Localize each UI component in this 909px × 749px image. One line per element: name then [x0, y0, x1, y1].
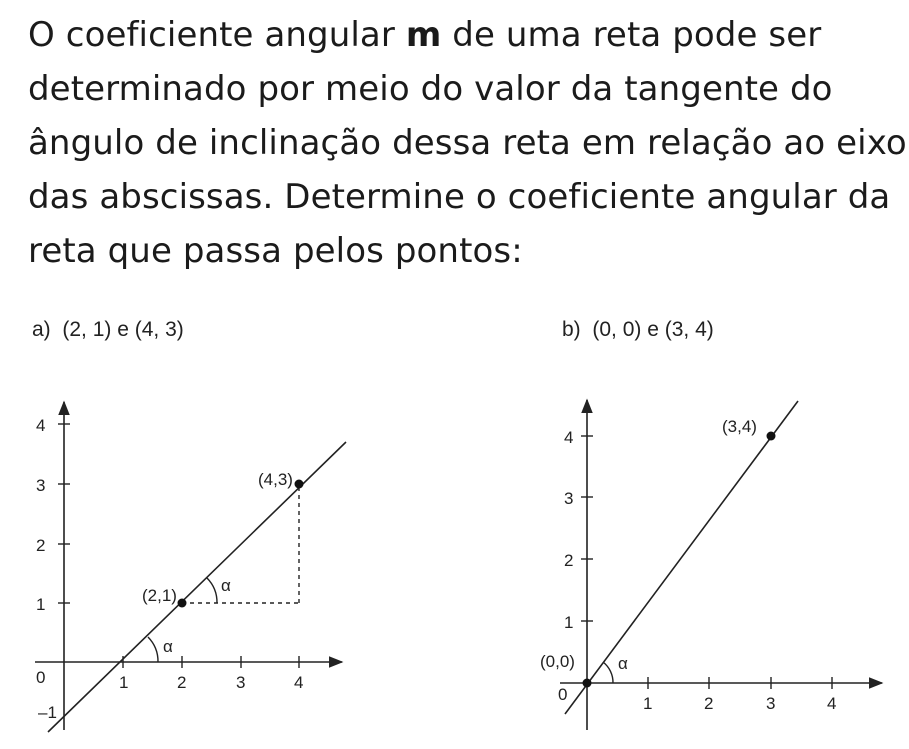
graph-b-x-label-3: 3: [766, 694, 776, 713]
graph-a-angle-label-1: α: [163, 637, 173, 656]
graph-a-x-label-2: 2: [177, 673, 187, 692]
graph-b-y-label-1: 1: [564, 613, 574, 632]
slope-variable: m: [405, 15, 442, 55]
graph-b-x-label-2: 2: [704, 694, 714, 713]
graph-a-x-label-4: 4: [294, 673, 304, 692]
graph-b-x-label-4: 4: [827, 694, 837, 713]
graph-a-y-label-1: 1: [36, 595, 46, 614]
graph-b-point-origin-label: (0,0): [540, 652, 575, 671]
graph-a-point-1-label: (2,1): [142, 586, 177, 605]
graph-b-point-end-label: (3,4): [722, 417, 757, 436]
graph-a-y-label-4: 4: [36, 416, 46, 435]
graph-b-point-end: [767, 432, 776, 441]
item-a-points: (2, 1) e (4, 3): [62, 318, 184, 341]
graph-b-x-label-1: 1: [643, 694, 653, 713]
graph-b-angle-arc: [603, 662, 613, 683]
graph-b-line: [565, 401, 798, 714]
graph-b-angle-label: α: [618, 654, 628, 673]
item-b-letter: b): [562, 318, 581, 341]
graph-a-x-label-1: 1: [119, 673, 129, 692]
item-b-points: (0, 0) e (3, 4): [592, 318, 714, 341]
graph-b-y-label-2: 2: [564, 551, 574, 570]
graph-b-origin-label: 0: [558, 685, 568, 704]
graph-a-x-label-3: 3: [236, 673, 246, 692]
graph-a-origin-label: 0: [36, 668, 46, 687]
graph-b-point-origin: [583, 679, 592, 688]
graph-a-y-label-2: 2: [36, 536, 46, 555]
graph-a-y-label-3: 3: [36, 476, 46, 495]
graph-b-y-label-4: 4: [564, 428, 574, 447]
question-body: de uma reta pode ser determinado por meio do valor da tangente do ângulo de inclinação dessa reta em relação ao eixo das abscissas. Determine o coeficiente angular da reta que passa pelos pontos:: [28, 15, 907, 271]
graph-a-angle-label-2: α: [221, 576, 231, 595]
question-intro: O coeficiente angular: [28, 15, 406, 55]
graph-a-y-neg-label: –1: [38, 703, 57, 722]
item-a-letter: a): [32, 318, 51, 341]
graph-a-point-2-label: (4,3): [258, 470, 293, 489]
graph-b-y-label-3: 3: [564, 489, 574, 508]
